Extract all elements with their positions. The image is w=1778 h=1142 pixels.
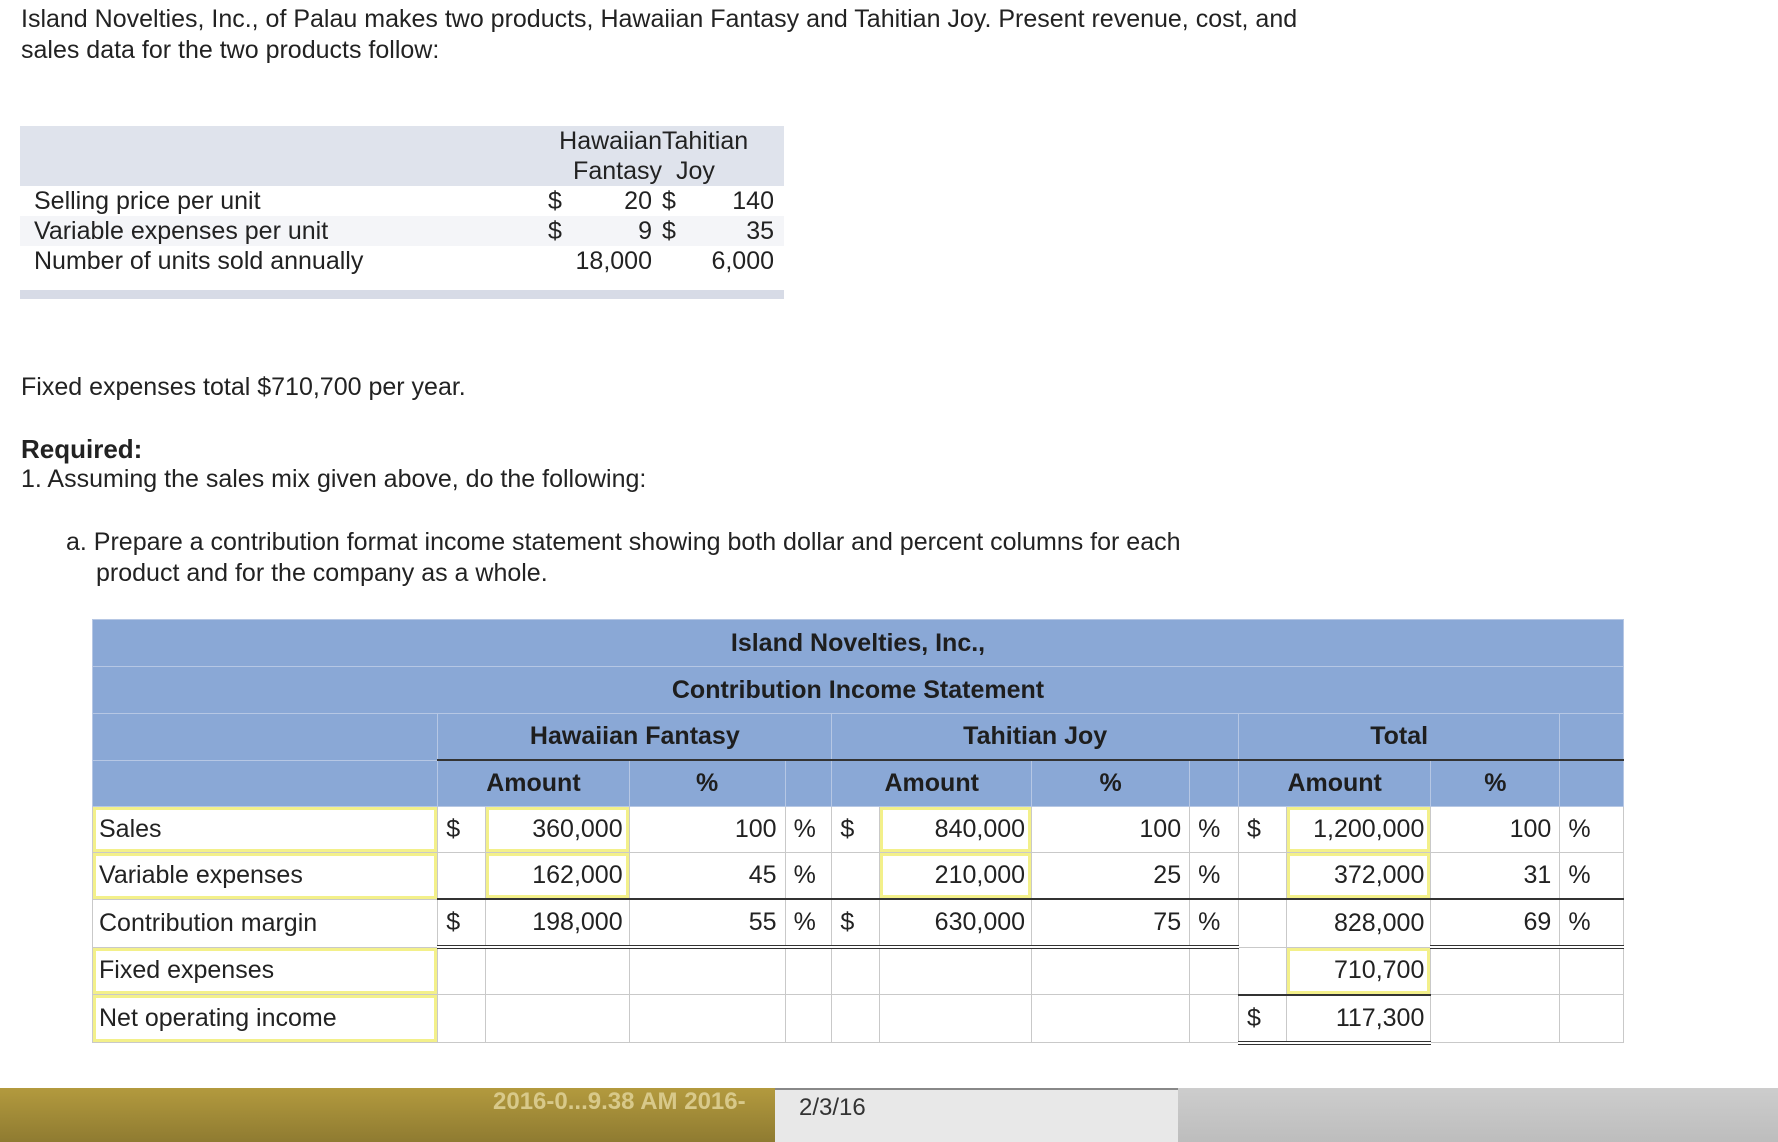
header-fantasy: Fantasy <box>548 156 662 186</box>
income-statement-table <box>92 619 1624 1045</box>
tj-variable-amount[interactable]: 210,000 <box>880 853 1032 900</box>
taskbar <box>0 1088 1778 1142</box>
total-variable-amount[interactable]: 372,000 <box>1286 853 1431 900</box>
row-label: Selling price per unit <box>34 187 261 215</box>
dollar-sign: $ <box>547 217 562 245</box>
dollar-sign: $ <box>547 187 562 215</box>
hf-pct-sign: % <box>785 899 832 947</box>
tj-pct-sign: % <box>1190 853 1239 900</box>
taskbar-blank-area <box>1178 1088 1778 1142</box>
hf-dollar <box>438 853 486 900</box>
header-row-1 <box>20 126 784 156</box>
table-bottom-bar <box>20 290 784 299</box>
header-tahitian: Tahitian <box>662 126 784 156</box>
sales-label[interactable]: Sales <box>93 807 438 853</box>
hf-dollar: $ <box>438 899 486 947</box>
total-pct-sign: % <box>1560 899 1624 947</box>
hf-cm-pct: 55 <box>629 899 785 947</box>
data-row-units-sold <box>20 246 784 276</box>
statement-group-row <box>93 714 1624 761</box>
value: 9 <box>638 217 652 245</box>
hf-variable-pct[interactable]: 45 <box>629 853 785 900</box>
header-hawaiian: Hawaiian <box>548 126 662 156</box>
required-title: Required: <box>21 434 143 464</box>
value: 6,000 <box>711 247 774 275</box>
data-row-selling-price <box>20 186 784 216</box>
statement-company-row <box>93 620 1624 667</box>
taskbar-date-label: 2/3/16 <box>799 1094 866 1121</box>
header-row-2 <box>20 156 784 186</box>
fixed-expenses-text: Fixed expenses total $710,700 per year. <box>21 373 466 401</box>
problem-intro: Island Novelties, Inc., of Palau makes two products, Hawaiian Fantasy and Tahitian Joy. Present revenue, cost, and sales data for the two products follow: <box>21 5 1298 64</box>
value: 20 <box>624 187 652 215</box>
tj-sales-amount[interactable]: 840,000 <box>880 807 1032 853</box>
hf-dollar: $ <box>438 807 486 853</box>
tj-dollar: $ <box>832 807 880 853</box>
tj-cm-amount: 630,000 <box>880 899 1032 947</box>
taskbar-item-label: 2016-0...9.38 AM 2016- <box>493 1088 746 1115</box>
hf-sales-amount[interactable]: 360,000 <box>486 807 630 853</box>
tj-amount-header: Amount <box>832 760 1032 807</box>
total-dollar <box>1238 947 1286 995</box>
tj-variable-pct[interactable]: 25 <box>1032 853 1190 900</box>
hf-amount-header: Amount <box>438 760 629 807</box>
row-label: Number of units sold annually <box>34 247 364 275</box>
taskbar-item-files[interactable] <box>0 1088 775 1142</box>
total-dollar <box>1238 853 1286 900</box>
total-amount-header: Amount <box>1238 760 1430 807</box>
statement-column-header-row <box>93 760 1624 807</box>
total-sales-amount[interactable]: 1,200,000 <box>1286 807 1431 853</box>
value: 140 <box>732 187 774 215</box>
total-noi-amount: 117,300 <box>1286 995 1431 1043</box>
net-operating-income-label[interactable]: Net operating income <box>93 995 438 1043</box>
variable-expenses-label[interactable]: Variable expenses <box>93 853 438 900</box>
dollar-sign: $ <box>661 187 676 215</box>
row-contribution-margin <box>93 899 1624 947</box>
statement-title: Contribution Income Statement <box>93 667 1624 714</box>
row-net-operating-income <box>93 995 1624 1043</box>
tj-dollar: $ <box>832 899 880 947</box>
group-tahitian-joy: Tahitian Joy <box>832 714 1239 761</box>
hf-sales-pct[interactable]: 100 <box>629 807 785 853</box>
tj-sales-pct[interactable]: 100 <box>1032 807 1190 853</box>
total-sales-pct[interactable]: 100 <box>1431 807 1560 853</box>
statement-title-row <box>93 667 1624 714</box>
required-item-1: 1. Assuming the sales mix given above, do the following: <box>21 465 647 493</box>
total-variable-pct[interactable]: 31 <box>1431 853 1560 900</box>
tj-dollar <box>832 853 880 900</box>
group-total: Total <box>1238 714 1559 761</box>
row-variable-expenses <box>93 853 1624 900</box>
header-joy: Joy <box>662 156 784 186</box>
required-item-a-line2: product and for the company as a whole. <box>96 559 548 587</box>
row-label: Variable expenses per unit <box>20 216 548 246</box>
total-cm-pct: 69 <box>1431 899 1560 947</box>
total-dollar <box>1238 899 1286 947</box>
value: 18,000 <box>575 247 652 275</box>
tj-pct-header: % <box>1032 760 1190 807</box>
tj-pct-sign: % <box>1190 899 1239 947</box>
total-pct-header: % <box>1431 760 1560 807</box>
product-data-table <box>20 126 784 276</box>
value: 35 <box>746 217 774 245</box>
statement-company: Island Novelties, Inc., <box>93 620 1624 667</box>
total-dollar: $ <box>1238 995 1286 1043</box>
row-sales <box>93 807 1624 853</box>
total-pct-sign: % <box>1560 853 1624 900</box>
row-fixed-expenses <box>93 947 1624 995</box>
dollar-sign: $ <box>661 217 676 245</box>
tj-cm-pct: 75 <box>1032 899 1190 947</box>
hf-pct-sign: % <box>785 807 832 853</box>
total-dollar: $ <box>1238 807 1286 853</box>
hf-variable-amount[interactable]: 162,000 <box>486 853 630 900</box>
hf-cm-amount: 198,000 <box>486 899 630 947</box>
required-item-a-line1: a. Prepare a contribution format income statement showing both dollar and percent columns for each <box>66 528 1181 556</box>
required-item-a <box>66 527 1306 589</box>
contribution-margin-label: Contribution margin <box>93 899 438 947</box>
hf-pct-header: % <box>629 760 785 807</box>
data-row-variable-expenses <box>20 216 784 246</box>
fixed-expenses-label[interactable]: Fixed expenses <box>93 947 438 995</box>
total-fixed-amount[interactable]: 710,700 <box>1286 947 1431 995</box>
taskbar-item-date[interactable] <box>775 1088 1178 1142</box>
total-pct-sign: % <box>1560 807 1624 853</box>
group-hawaiian-fantasy: Hawaiian Fantasy <box>438 714 832 761</box>
total-cm-amount: 828,000 <box>1286 899 1431 947</box>
hf-pct-sign: % <box>785 853 832 900</box>
tj-pct-sign: % <box>1190 807 1239 853</box>
